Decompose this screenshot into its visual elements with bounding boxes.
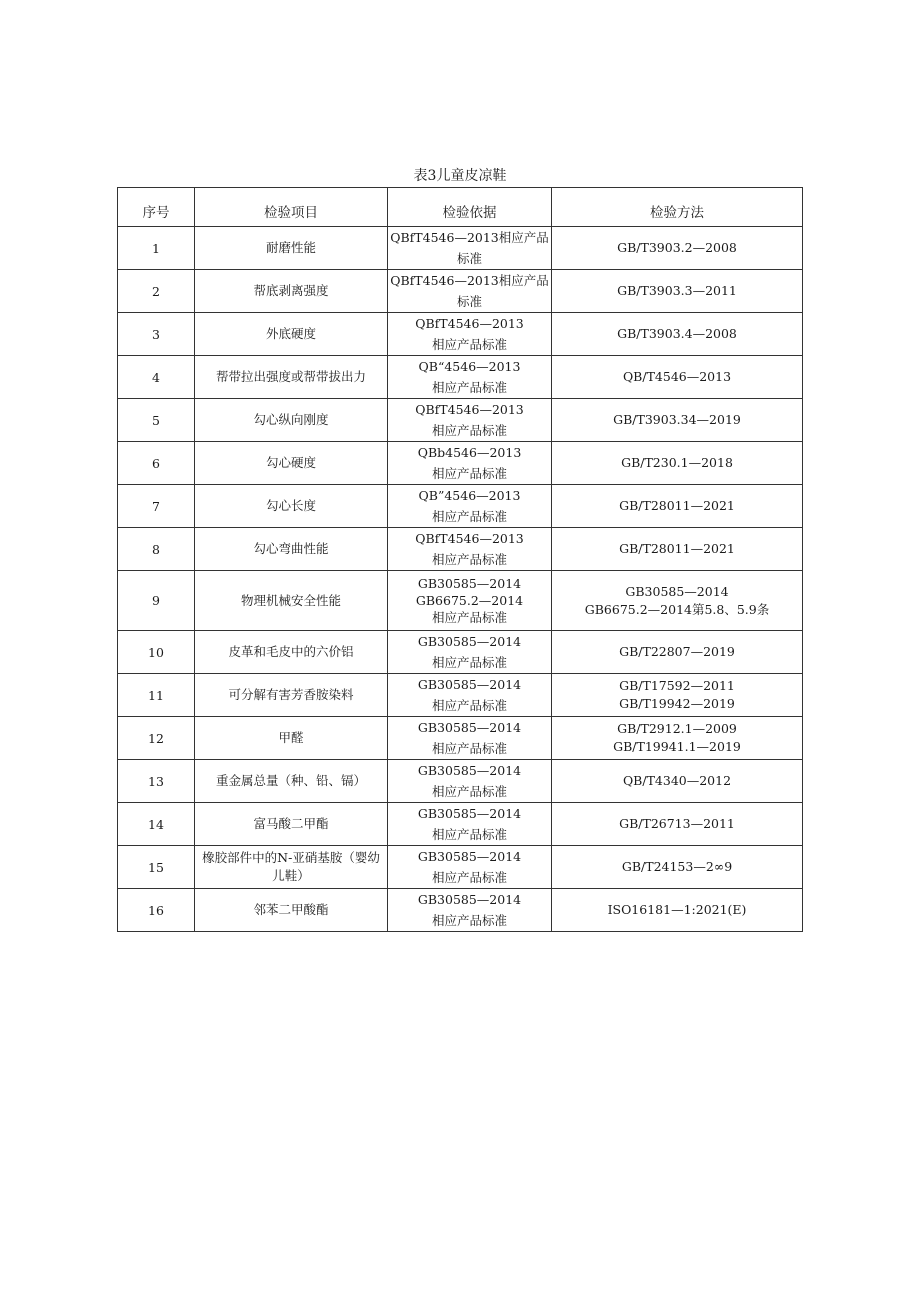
table-row bbox=[118, 674, 803, 717]
basis-line: 相应产品标准 bbox=[431, 466, 507, 481]
basis-line: QBfT4546—2013相应产品 bbox=[390, 230, 549, 245]
cell-no: 9 bbox=[118, 571, 195, 631]
method-line: GB/T2912.1—2009 bbox=[617, 721, 737, 736]
basis-line: GB30585—2014 bbox=[417, 806, 522, 821]
method-line: GB30585—2014 bbox=[625, 583, 729, 599]
cell-no: 7 bbox=[118, 485, 195, 528]
cell-method bbox=[552, 399, 803, 442]
cell-basis bbox=[388, 528, 552, 571]
basis-line: QBb4546—2013 bbox=[417, 445, 522, 460]
table-row bbox=[118, 760, 803, 803]
cell-method bbox=[552, 674, 803, 717]
cell-item: 勾心弯曲性能 bbox=[195, 528, 388, 571]
basis-line: 相应产品标准 bbox=[431, 337, 507, 352]
cell-method bbox=[552, 227, 803, 270]
method-line: QB/T4546—2013 bbox=[622, 369, 732, 384]
basis-line: 相应产品标准 bbox=[431, 380, 507, 395]
cell-item: 物理机械安全性能 bbox=[195, 571, 388, 631]
method-line: GB/T17592—2011 bbox=[619, 678, 735, 693]
basis-line: 相应产品标准 bbox=[431, 552, 507, 567]
basis-line: QBfT4546—2013 bbox=[415, 531, 524, 546]
header-item: 检验项目 bbox=[195, 188, 388, 227]
cell-basis bbox=[388, 760, 552, 803]
table-row bbox=[118, 631, 803, 674]
table-row bbox=[118, 399, 803, 442]
method-line: GB/T3903.3—2011 bbox=[617, 283, 737, 298]
table-row bbox=[118, 442, 803, 485]
cell-no: 1 bbox=[118, 227, 195, 270]
cell-method bbox=[552, 889, 803, 932]
cell-method bbox=[552, 846, 803, 889]
cell-method bbox=[552, 631, 803, 674]
basis-line: GB30585—2014 bbox=[417, 634, 522, 649]
table-row bbox=[118, 356, 803, 399]
basis-line: QB”4546—2013 bbox=[418, 488, 521, 503]
cell-method bbox=[552, 571, 803, 631]
cell-basis bbox=[388, 356, 552, 399]
cell-basis bbox=[388, 846, 552, 889]
cell-basis bbox=[388, 674, 552, 717]
cell-no: 4 bbox=[118, 356, 195, 399]
method-line: QB/T4340—2012 bbox=[622, 773, 732, 788]
basis-line: GB30585—2014 bbox=[417, 849, 522, 864]
cell-basis bbox=[388, 485, 552, 528]
cell-item: 勾心纵向刚度 bbox=[195, 399, 388, 442]
cell-no: 2 bbox=[118, 270, 195, 313]
table-row bbox=[118, 485, 803, 528]
cell-item: 橡胶部件中的N-亚硝基胺（婴幼儿鞋） bbox=[195, 846, 388, 889]
cell-item: 勾心硬度 bbox=[195, 442, 388, 485]
cell-basis bbox=[388, 270, 552, 313]
cell-basis bbox=[388, 631, 552, 674]
table-header-row bbox=[118, 188, 803, 227]
cell-no: 6 bbox=[118, 442, 195, 485]
cell-no: 11 bbox=[118, 674, 195, 717]
cell-item: 耐磨性能 bbox=[195, 227, 388, 270]
cell-item: 可分解有害芳香胺染料 bbox=[195, 674, 388, 717]
cell-basis bbox=[388, 442, 552, 485]
basis-line: 相应产品标准 bbox=[431, 827, 507, 842]
method-line: GB/T3903.4—2008 bbox=[617, 326, 737, 341]
header-basis: 检验依据 bbox=[388, 188, 552, 227]
cell-method bbox=[552, 485, 803, 528]
basis-line: 相应产品标准 bbox=[431, 423, 507, 438]
method-line: ISO16181—1:2021(E) bbox=[607, 902, 747, 917]
cell-item: 帮带拉出强度或帮带拔出力 bbox=[195, 356, 388, 399]
basis-line: 相应产品标准 bbox=[431, 870, 507, 885]
method-line: GB/T24153—2∞9 bbox=[621, 859, 733, 874]
basis-line: 相应产品标准 bbox=[431, 913, 507, 928]
table-row bbox=[118, 528, 803, 571]
table-row bbox=[118, 846, 803, 889]
basis-line: GB30585—2014 bbox=[417, 576, 522, 591]
basis-line: 标准 bbox=[456, 294, 482, 309]
basis-line: 相应产品标准 bbox=[431, 741, 507, 756]
basis-line: 相应产品标准 bbox=[431, 784, 507, 799]
method-line: GB/T3903.34—2019 bbox=[613, 412, 741, 427]
cell-basis bbox=[388, 803, 552, 846]
table-row bbox=[118, 717, 803, 760]
cell-item: 重金属总量（种、铅、镉） bbox=[195, 760, 388, 803]
cell-basis bbox=[388, 399, 552, 442]
cell-item: 外底硬度 bbox=[195, 313, 388, 356]
cell-no: 3 bbox=[118, 313, 195, 356]
cell-no: 5 bbox=[118, 399, 195, 442]
cell-basis bbox=[388, 889, 552, 932]
cell-basis bbox=[388, 313, 552, 356]
basis-line: 相应产品标准 bbox=[431, 698, 507, 713]
basis-line: QB“4546—2013 bbox=[418, 359, 521, 374]
cell-item: 帮底剥离强度 bbox=[195, 270, 388, 313]
cell-item: 勾心长度 bbox=[195, 485, 388, 528]
cell-method bbox=[552, 356, 803, 399]
cell-basis bbox=[388, 717, 552, 760]
cell-method bbox=[552, 803, 803, 846]
cell-item: 甲醛 bbox=[195, 717, 388, 760]
method-line: GB/T19941.1—2019 bbox=[613, 739, 741, 754]
table-caption: 表3儿童皮凉鞋 bbox=[413, 168, 507, 184]
basis-line: GB30585—2014 bbox=[417, 892, 522, 907]
inspection-table bbox=[117, 187, 803, 932]
basis-line: GB30585—2014 bbox=[417, 763, 522, 778]
method-line: GB/T26713—2011 bbox=[619, 816, 735, 831]
header-no: 序号 bbox=[118, 188, 195, 227]
table-row bbox=[118, 227, 803, 270]
method-line: GB/T3903.2—2008 bbox=[617, 240, 737, 255]
table-body bbox=[118, 227, 803, 932]
method-line: GB/T28011—2021 bbox=[619, 498, 735, 513]
table-row bbox=[118, 803, 803, 846]
basis-line: 相应产品标准 bbox=[431, 610, 507, 625]
cell-item: 富马酸二甲酯 bbox=[195, 803, 388, 846]
cell-no: 13 bbox=[118, 760, 195, 803]
basis-line: 相应产品标准 bbox=[431, 509, 507, 524]
cell-basis bbox=[388, 227, 552, 270]
cell-no: 8 bbox=[118, 528, 195, 571]
basis-line: QBfT4546—2013 bbox=[415, 316, 524, 331]
table-row bbox=[118, 889, 803, 932]
cell-method bbox=[552, 442, 803, 485]
cell-method bbox=[552, 270, 803, 313]
header-method: 检验方法 bbox=[552, 188, 803, 227]
cell-method bbox=[552, 717, 803, 760]
method-line: GB/T22807—2019 bbox=[619, 644, 735, 659]
basis-line: 相应产品标准 bbox=[431, 655, 507, 670]
method-line: GB6675.2—2014第5.8、5.9条 bbox=[584, 601, 770, 617]
basis-line: QBfT4546—2013相应产品 bbox=[390, 273, 549, 288]
table-row bbox=[118, 313, 803, 356]
cell-no: 12 bbox=[118, 717, 195, 760]
table-row bbox=[118, 571, 803, 631]
method-line: GB/T19942—2019 bbox=[619, 696, 735, 711]
cell-item: 邻苯二甲酸酯 bbox=[195, 889, 388, 932]
cell-method bbox=[552, 528, 803, 571]
cell-no: 10 bbox=[118, 631, 195, 674]
basis-line: GB30585—2014 bbox=[417, 720, 522, 735]
cell-method bbox=[552, 313, 803, 356]
basis-line: GB6675.2—2014 bbox=[415, 593, 524, 608]
table-row bbox=[118, 270, 803, 313]
cell-item: 皮革和毛皮中的六价铝 bbox=[195, 631, 388, 674]
basis-line: GB30585—2014 bbox=[417, 677, 522, 692]
cell-no: 15 bbox=[118, 846, 195, 889]
method-line: GB/T28011—2021 bbox=[619, 541, 735, 556]
cell-no: 14 bbox=[118, 803, 195, 846]
cell-method bbox=[552, 760, 803, 803]
basis-line: QBfT4546—2013 bbox=[415, 402, 524, 417]
cell-basis bbox=[388, 571, 552, 631]
basis-line: 标准 bbox=[456, 251, 482, 266]
cell-no: 16 bbox=[118, 889, 195, 932]
method-line: GB/T230.1—2018 bbox=[621, 455, 733, 470]
